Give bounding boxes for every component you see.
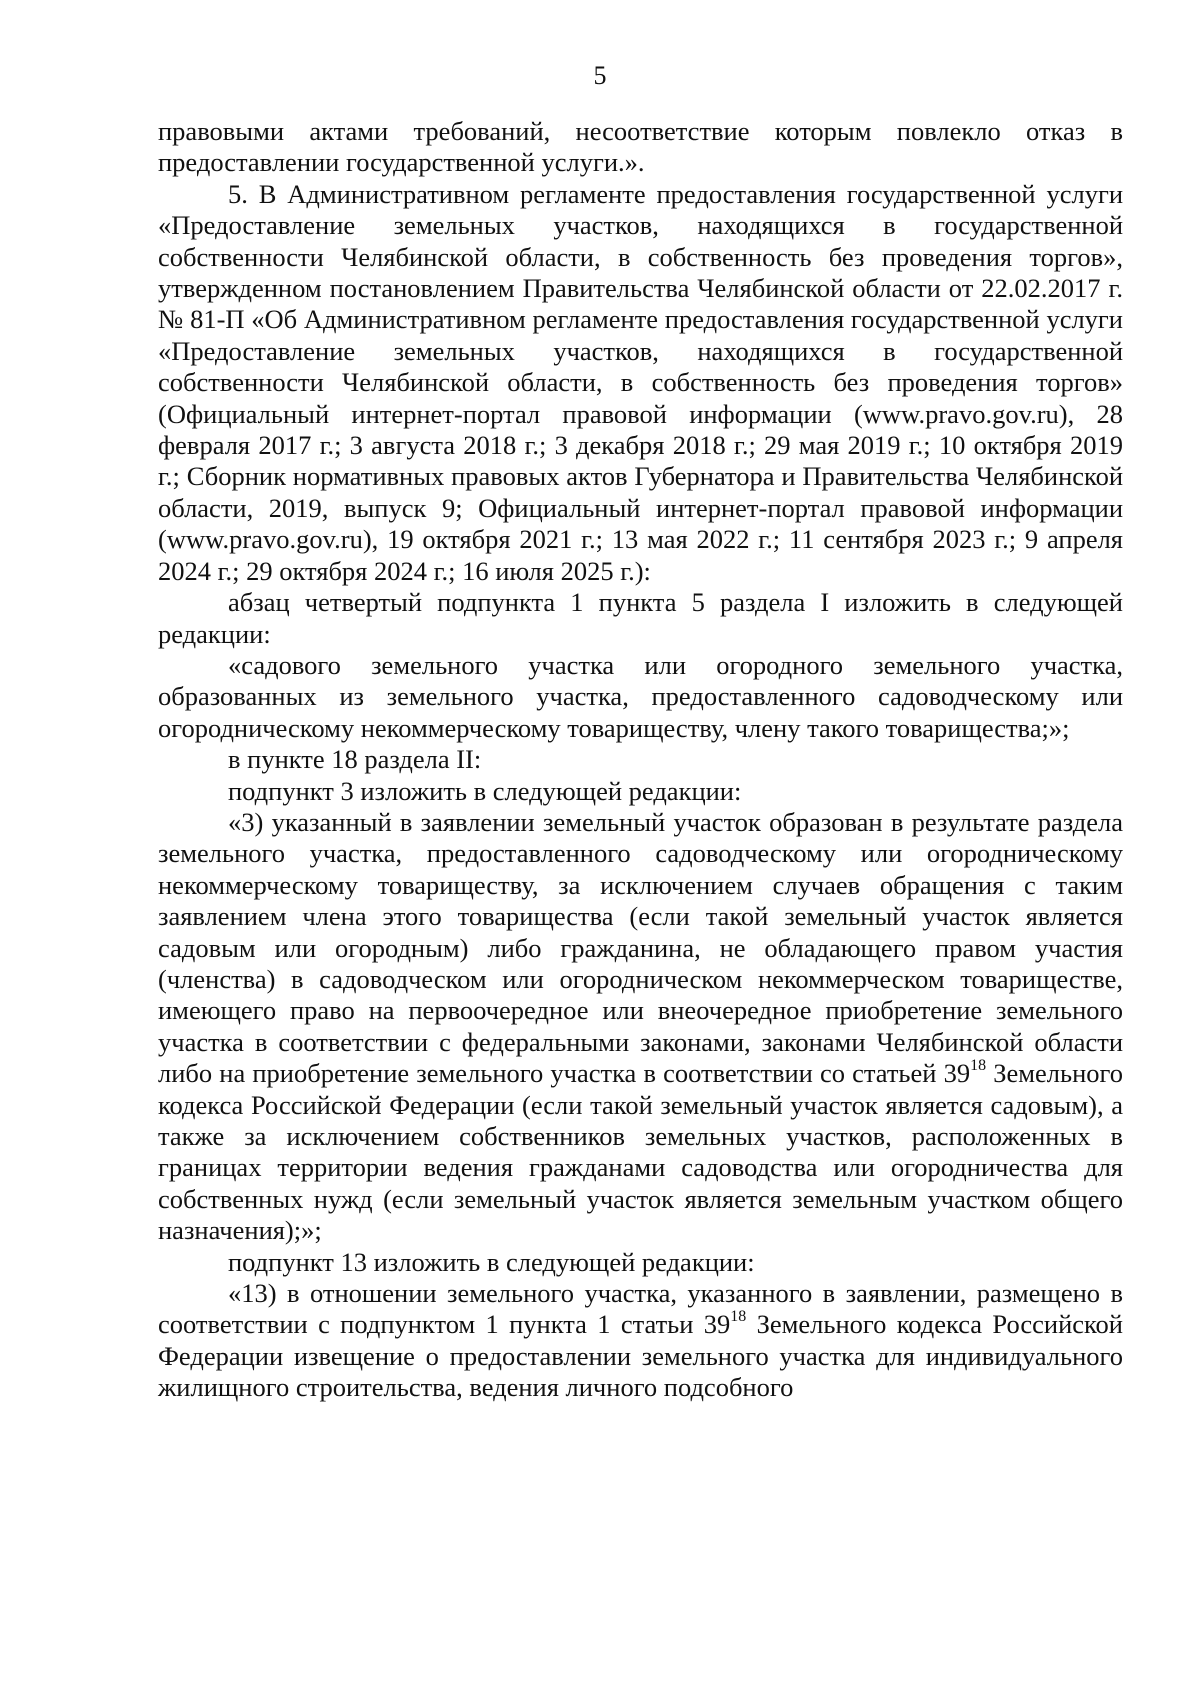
text-segment: Земельного кодекса Российской Федерации извещение о предоставлении земельного участка для индивидуального жилищного строительства, ведения личного подсобного	[158, 1309, 1123, 1403]
paragraph-quoted-text: «садового земельного участка или огородного земельного участка, образованных из земельного участка, предоставленного садоводческому или огородническому некоммерческому товариществу, члену такого товарищества;»;	[158, 649, 1123, 743]
text-segment: «13) в отношении земельного участка, указанного в заявлении, размещено в соответствии с подпунктом 1 пункта 1 статьи 39	[158, 1278, 1123, 1340]
paragraph-continuation: правовыми актами требований, несоответствие которым повлекло отказ в предоставлении государственной услуги.».	[158, 116, 1123, 178]
text-segment: Земельного кодекса Российской Федерации (если такой земельный участок является садовым), а также за исключением собственников земельных участков, расположенных в границах территории ведения гражданами садоводства или огородничества для собственных нужд (если земельный участок является земельным участком общего назначения);»;	[158, 1058, 1123, 1246]
paragraph-punkt-18: в пункте 18 раздела II:	[228, 744, 482, 775]
superscript: 18	[970, 1057, 987, 1075]
paragraph-amendment-5: 5. В Административном регламенте предоставления государственной услуги «Предоставление земельных участков, находящихся в государственной собственности Челябинской области, в собственность без проведения торгов», утвержденном постановлением Правительства Челябинской области от 22.02.2017 г. № 81-П «Об Административном регламенте предоставления государственной услуги «Предоставление земельных участков, находящихся в государственной собственности Челябинской области, в собственность без проведения торгов» (Официальный интернет-портал правовой информации (www.pravo.gov.ru), 28 февраля 2017 г.; 3 августа 2018 г.; 3 декабря 2018 г.; 29 мая 2019 г.; 10 октября 2019 г.; Сборник нормативных правовых актов Губернатора и Правительства Челябинской области, 2019, выпуск 9; Официальный интернет-портал правовой информации (www.pravo.gov.ru), 19 октября 2021 г.; 13 мая 2022 г.; 11 сентября 2023 г.; 9 апреля 2024 г.; 29 октября 2024 г.; 16 июля 2025 г.):	[158, 178, 1123, 586]
paragraph-podpunkt-13-text	[158, 1278, 1123, 1404]
text-segment: «3) указанный в заявлении земельный участок образован в результате раздела земельного участка, предоставленного садоводческому или огородническому некоммерческому товариществу, за исключением случаев обращения с таким заявлением члена этого товарищества (если такой земельный участок является садовым или огородным) либо гражданина, не обладающего правом участия (членства) в садоводческом или огородническом некоммерческом товариществе, имеющего право на первоочередное или внеочередное приобретение земельного участка в соответствии с федеральными законами, законами Челябинской области либо на приобретение земельного участка в соответствии со статьей 39	[158, 806, 1123, 1089]
paragraph-podpunkt-13-instruction: подпункт 13 изложить в следующей редакции:	[228, 1246, 755, 1277]
page-number: 5	[593, 61, 607, 90]
superscript: 18	[730, 1308, 747, 1326]
paragraph-instruction-abzac: абзац четвертый подпункта 1 пункта 5 раздела I изложить в следующей редакции:	[158, 587, 1123, 649]
paragraph-podpunkt-3-text	[158, 807, 1123, 1247]
document-body	[158, 116, 1123, 1404]
paragraph-podpunkt-3-instruction: подпункт 3 изложить в следующей редакции:	[228, 775, 742, 806]
